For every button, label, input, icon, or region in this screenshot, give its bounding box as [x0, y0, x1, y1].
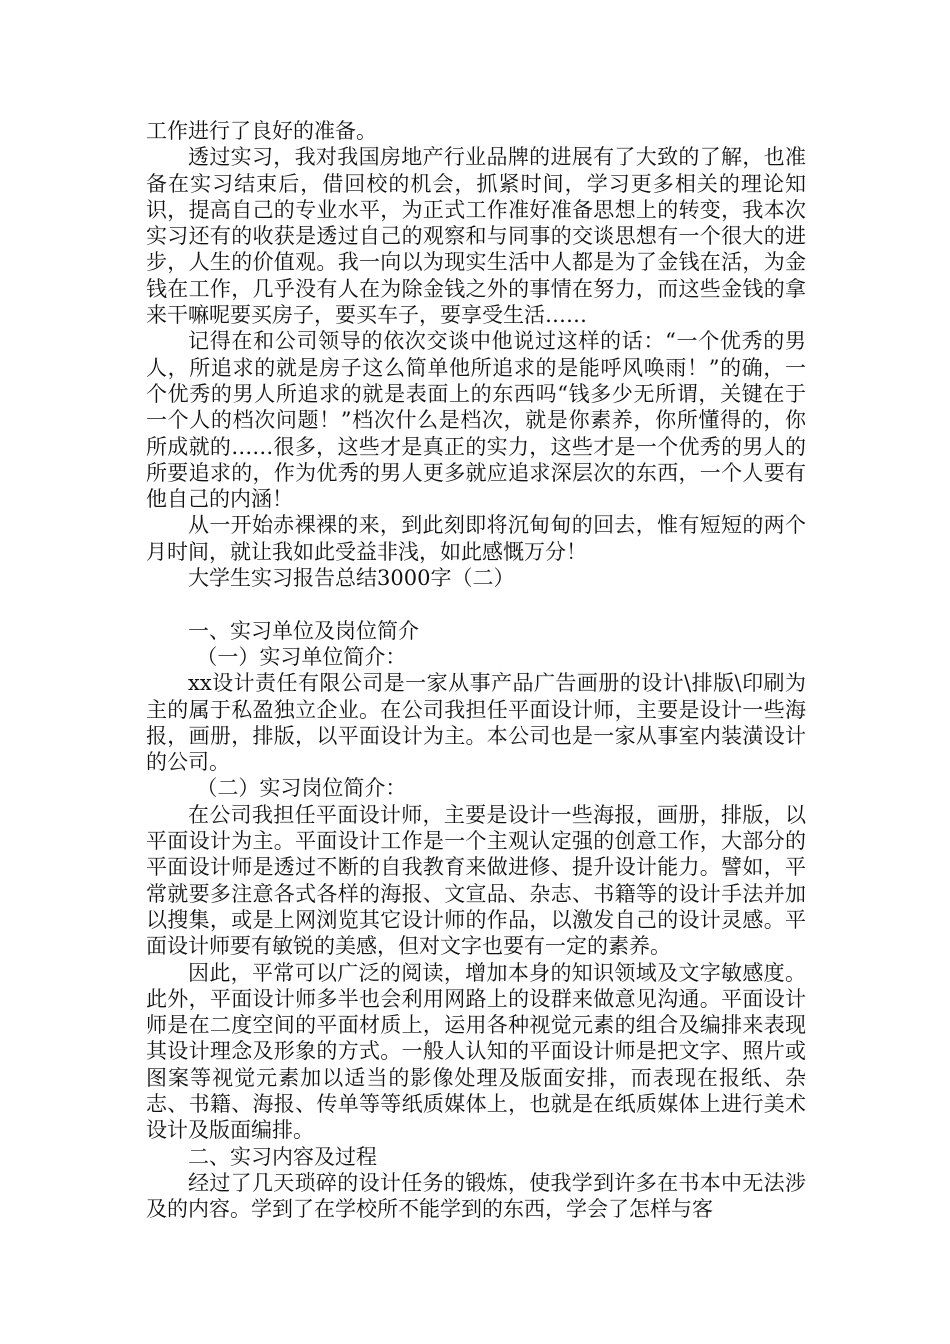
- heading-unit-and-position: 一、实习单位及岗位简介: [188, 618, 419, 643]
- paragraph-company-intro: xx设计责任有限公司是一家从事产品广告画册的设计\排版\印刷为主的属于私盈独立企业。在公司我担任平面设计师，主要是设计一些海报，画册，排版，以平面设计为主。本公司也是一家从事室内装潢设计的公司。: [146, 671, 806, 775]
- paragraph-designer-skills: 因此，平常可以广泛的阅读，增加本身的知识领域及文字敏感度。此外，平面设计师多半也会利用网路上的设群来做意见沟通。平面设计师是在二度空间的平面材质上，运用各种视觉元素的组合及编排来表现其设计理念及形象的方式。一般人认知的平面设计师是把文字、照片或图案等视觉元素加以适当的影像处理及版面安排，而表现在报纸、杂志、书籍、海报、传单等等纸质媒体上，也就是在纸质媒体上进行美术设计及版面编排。: [146, 960, 806, 1143]
- subheading-position: （二）实习岗位简介：: [196, 776, 407, 801]
- paragraph-internship-gains: 透过实习，我对我国房地产行业品牌的进展有了大致的了解，也准备在实习结束后，借回校的机会，抓紧时间，学习更多相关的理论知识，提高自己的专业水平，为正式工作准好准备思想上的转变，我本次实习还有的收获是透过自己的观察和与同事的交谈思想有一个很大的进步，人生的价值观。我一向以为现实生活中人都是为了金钱在活，为金钱在工作，几乎没有人在为除金钱之外的事情在努力，而这些金钱的拿来干嘛呢要买房子，要买车子，要享受生活……: [146, 145, 806, 328]
- paragraph-continuation: 工作进行了良好的准备。: [146, 119, 377, 143]
- document-page: [146, 118, 806, 1222]
- subheading-unit: （一）实习单位简介：: [196, 644, 407, 669]
- paragraph-design-tasks: 经过了几天琐碎的设计任务的锻炼，使我学到许多在书本中无法涉及的内容。学到了在学校所不能学到的东西，学会了怎样与客: [146, 1170, 806, 1222]
- paragraph-two-months: 从一开始赤裸裸的来，到此刻即将沉甸甸的回去，惟有短短的两个月时间，就让我如此受益非浅，如此感慨万分！: [146, 513, 806, 564]
- heading-content-and-process: 二、实习内容及过程: [188, 1144, 377, 1169]
- paragraph-position-intro: 在公司我担任平面设计师，主要是设计一些海报，画册，排版，以平面设计为主。平面设计工作是一个主观认定强的创意工作，大部分的平面设计师是透过不断的自我教育来做进修、提升设计能力。譬如，平常就要多注意各式各样的海报、文宣品、杂志、书籍等的设计手法并加以搜集，或是上网浏览其它设计师的作品，以激发自己的设计灵感。平面设计师要有敏锐的美感，但对文字也要有一定的素养。: [146, 802, 806, 959]
- paragraph-leader-conversation: 记得在和公司领导的依次交谈中他说过这样的话：“一个优秀的男人，所追求的就是房子这么简单他所追求的是能呼风唤雨！”的确，一个优秀的男人所追求的就是表面上的东西吗“钱多少无所谓，关键在于一个人的档次问题！”档次什么是档次，就是你素养，你所懂得的，你所成就的……很多，这些才是真正的实力，这些才是一个优秀的男人的所要追求的，作为优秀的男人更多就应追求深层次的东西，一个人要有他自己的内涵！: [146, 329, 806, 512]
- blank-line: [146, 591, 806, 617]
- report-subtitle: 大学生实习报告总结3000字（二）: [188, 566, 515, 591]
